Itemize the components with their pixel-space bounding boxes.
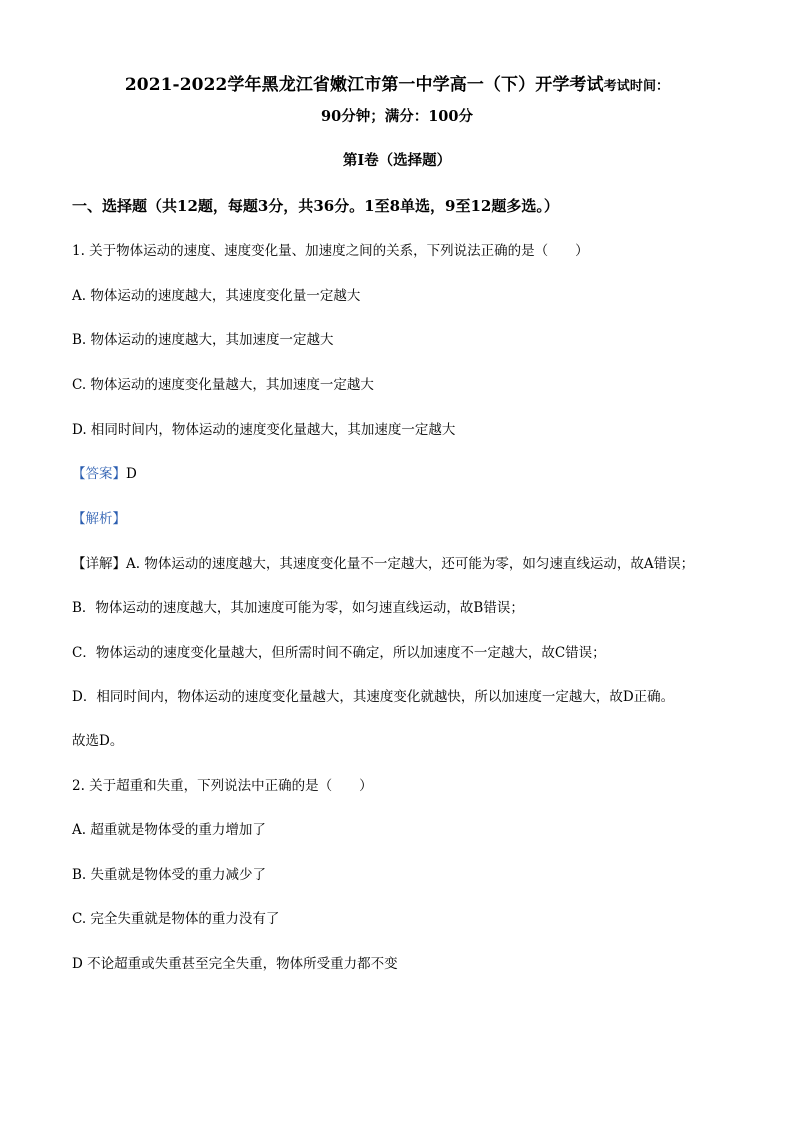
document-title: [0, 74, 794, 98]
detail-text-a: A. 物体运动的速度越大，其速度变化量不一定越大，还可能为零，如匀速直线运动，故A错误；: [126, 556, 695, 572]
title-text: 2021-2022学年黑龙江省嫩江市第一中学高一（下）开学考试: [124, 75, 604, 95]
detail-line-c: C．物体运动的速度变化量越大，但所需时间不确定，所以加速度不一定越大，故C错误；: [72, 645, 606, 661]
detail-line-d: D．相同时间内，物体运动的速度变化量越大，其速度变化就越快，所以加速度一定越大，故D正确。: [72, 689, 675, 705]
conclusion: 故选D。: [72, 733, 124, 749]
question-1-stem: 1. 关于物体运动的速度、速度变化量、加速度之间的关系，下列说法正确的是（ ）: [72, 243, 589, 259]
question-2-option-c: C. 完全失重就是物体的重力没有了: [72, 911, 280, 927]
analysis-tag: 【解析】: [72, 511, 126, 527]
question-1-option-d: D. 相同时间内，物体运动的速度变化量越大，其加速度一定越大: [72, 422, 456, 438]
detail-tag: 【详解】: [72, 556, 126, 572]
question-2-option-a: A. 超重就是物体受的重力增加了: [72, 822, 266, 838]
question-2-option-d: D 不论超重或失重甚至完全失重，物体所受重力都不变: [72, 956, 398, 972]
title-suffix: 考试时间：: [603, 79, 670, 94]
question-2-stem: 2. 关于超重和失重，下列说法中正确的是（ ）: [72, 778, 373, 794]
section-heading: 一、选择题（共12题，每题3分，共36分。1至8单选，9至12题多选。）: [72, 197, 559, 215]
question-2-option-b: B. 失重就是物体受的重力减少了: [72, 867, 267, 883]
answer-tag: 【答案】: [72, 466, 126, 482]
question-1-option-a: A. 物体运动的速度越大，其速度变化量一定越大: [72, 288, 361, 304]
answer-value: D: [126, 466, 137, 482]
answer-line: [72, 465, 137, 483]
detail-line-a: [72, 555, 694, 573]
volume-heading: 第I卷（选择题）: [342, 152, 452, 169]
exam-info: 90分钟；满分：100分: [321, 108, 473, 125]
question-1-option-c: C. 物体运动的速度变化量越大，其加速度一定越大: [72, 377, 374, 393]
question-1-option-b: B. 物体运动的速度越大，其加速度一定越大: [72, 332, 334, 348]
detail-line-b: B．物体运动的速度越大，其加速度可能为零，如匀速直线运动，故B错误；: [72, 600, 524, 616]
